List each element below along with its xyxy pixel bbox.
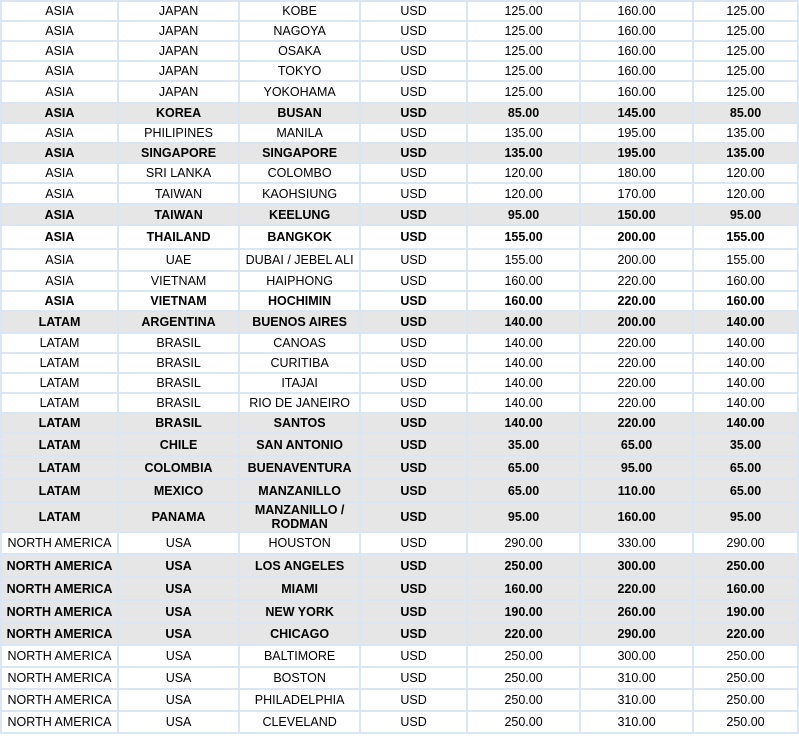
rate-2-cell: 300.00 [581,646,692,666]
rate-3-cell: 125.00 [694,2,797,20]
table-row [2,205,797,224]
country-cell: BRASIL [119,394,238,412]
table-row [2,354,797,372]
port-cell: RIO DE JANEIRO [240,394,359,412]
table-row [2,2,797,20]
rate-3-cell: 290.00 [694,533,797,553]
port-cell: NEW YORK [240,601,359,622]
rate-1-cell: 160.00 [468,272,579,290]
rate-3-cell: 250.00 [694,555,797,576]
country-cell: SINGAPORE [119,144,238,162]
rate-2-cell: 310.00 [581,690,692,710]
region-cell: NORTH AMERICA [2,624,117,644]
rate-2-cell: 330.00 [581,533,692,553]
country-cell: TAIWAN [119,205,238,224]
region-cell: ASIA [2,22,117,40]
port-cell: COLOMBO [240,164,359,182]
country-cell: TAIWAN [119,184,238,203]
rate-3-cell: 250.00 [694,646,797,666]
port-cell: BUENOS AIRES [240,312,359,332]
port-cell: BOSTON [240,668,359,688]
region-cell: NORTH AMERICA [2,601,117,622]
rate-3-cell: 95.00 [694,503,797,531]
currency-cell: USD [361,164,466,182]
rate-1-cell: 250.00 [468,690,579,710]
rate-2-cell: 160.00 [581,62,692,80]
rate-3-cell: 85.00 [694,104,797,122]
currency-cell: USD [361,226,466,248]
region-cell: ASIA [2,164,117,182]
region-cell: ASIA [2,82,117,102]
rate-1-cell: 140.00 [468,354,579,372]
rate-1-cell: 155.00 [468,250,579,270]
region-cell: LATAM [2,434,117,455]
rate-3-cell: 250.00 [694,712,797,732]
country-cell: USA [119,712,238,732]
currency-cell: USD [361,414,466,432]
table-row [2,62,797,80]
currency-cell: USD [361,124,466,142]
rate-2-cell: 145.00 [581,104,692,122]
rate-3-cell: 65.00 [694,480,797,501]
country-cell: UAE [119,250,238,270]
region-cell: ASIA [2,62,117,80]
rate-1-cell: 65.00 [468,480,579,501]
rate-1-cell: 125.00 [468,22,579,40]
currency-cell: USD [361,646,466,666]
region-cell: NORTH AMERICA [2,690,117,710]
region-cell: NORTH AMERICA [2,555,117,576]
country-cell: JAPAN [119,2,238,20]
table-row [2,312,797,332]
table-row [2,690,797,710]
rate-1-cell: 125.00 [468,42,579,60]
rate-2-cell: 220.00 [581,578,692,599]
currency-cell: USD [361,503,466,531]
country-cell: SRI LANKA [119,164,238,182]
rate-1-cell: 250.00 [468,555,579,576]
region-cell: ASIA [2,144,117,162]
country-cell: CHILE [119,434,238,455]
currency-cell: USD [361,457,466,478]
rate-2-cell: 220.00 [581,374,692,392]
port-cell: MANILA [240,124,359,142]
rate-2-cell: 290.00 [581,624,692,644]
rate-2-cell: 310.00 [581,668,692,688]
currency-cell: USD [361,601,466,622]
port-cell: BUSAN [240,104,359,122]
region-cell: NORTH AMERICA [2,712,117,732]
currency-cell: USD [361,144,466,162]
rate-1-cell: 135.00 [468,124,579,142]
currency-cell: USD [361,690,466,710]
currency-cell: USD [361,104,466,122]
rate-3-cell: 160.00 [694,578,797,599]
country-cell: BRASIL [119,374,238,392]
country-cell: USA [119,624,238,644]
table-row [2,104,797,122]
port-cell: HOCHIMIN [240,292,359,310]
country-cell: JAPAN [119,62,238,80]
region-cell: LATAM [2,354,117,372]
rate-1-cell: 190.00 [468,601,579,622]
rate-2-cell: 160.00 [581,82,692,102]
rate-2-cell: 195.00 [581,144,692,162]
rate-1-cell: 120.00 [468,164,579,182]
currency-cell: USD [361,555,466,576]
currency-cell: USD [361,480,466,501]
country-cell: USA [119,668,238,688]
rate-3-cell: 140.00 [694,374,797,392]
port-cell: YOKOHAMA [240,82,359,102]
rate-1-cell: 155.00 [468,226,579,248]
rate-1-cell: 250.00 [468,712,579,732]
rate-1-cell: 85.00 [468,104,579,122]
rate-3-cell: 140.00 [694,394,797,412]
port-cell: DUBAI / JEBEL ALI [240,250,359,270]
country-cell: VIETNAM [119,272,238,290]
currency-cell: USD [361,334,466,352]
currency-cell: USD [361,250,466,270]
rate-1-cell: 250.00 [468,646,579,666]
region-cell: ASIA [2,250,117,270]
currency-cell: USD [361,434,466,455]
port-cell: KAOHSIUNG [240,184,359,203]
rate-1-cell: 125.00 [468,62,579,80]
rate-1-cell: 135.00 [468,144,579,162]
port-cell: ITAJAI [240,374,359,392]
table-row [2,503,797,531]
rate-1-cell: 160.00 [468,578,579,599]
table-row [2,434,797,455]
table-row [2,272,797,290]
country-cell: KOREA [119,104,238,122]
currency-cell: USD [361,394,466,412]
port-cell: TOKYO [240,62,359,80]
port-cell: KEELUNG [240,205,359,224]
currency-cell: USD [361,354,466,372]
table-row [2,250,797,270]
rate-2-cell: 220.00 [581,414,692,432]
region-cell: ASIA [2,124,117,142]
country-cell: BRASIL [119,354,238,372]
rate-1-cell: 95.00 [468,503,579,531]
rate-3-cell: 140.00 [694,414,797,432]
rate-2-cell: 260.00 [581,601,692,622]
table-row [2,533,797,553]
port-cell: CANOAS [240,334,359,352]
currency-cell: USD [361,624,466,644]
port-cell: SANTOS [240,414,359,432]
rate-2-cell: 220.00 [581,334,692,352]
rate-2-cell: 170.00 [581,184,692,203]
country-cell: BRASIL [119,334,238,352]
port-cell: PHILADELPHIA [240,690,359,710]
rate-2-cell: 160.00 [581,503,692,531]
currency-cell: USD [361,668,466,688]
currency-cell: USD [361,62,466,80]
port-cell: BUENAVENTURA [240,457,359,478]
port-cell: OSAKA [240,42,359,60]
currency-cell: USD [361,82,466,102]
rate-2-cell: 110.00 [581,480,692,501]
rate-3-cell: 125.00 [694,82,797,102]
region-cell: ASIA [2,42,117,60]
rate-3-cell: 160.00 [694,272,797,290]
country-cell: MEXICO [119,480,238,501]
region-cell: ASIA [2,104,117,122]
rate-3-cell: 190.00 [694,601,797,622]
country-cell: USA [119,578,238,599]
region-cell: ASIA [2,292,117,310]
rate-3-cell: 35.00 [694,434,797,455]
port-cell: HAIPHONG [240,272,359,290]
region-cell: NORTH AMERICA [2,646,117,666]
rate-3-cell: 155.00 [694,250,797,270]
port-cell: MIAMI [240,578,359,599]
currency-cell: USD [361,578,466,599]
table-row [2,646,797,666]
region-cell: ASIA [2,226,117,248]
rate-2-cell: 310.00 [581,712,692,732]
rate-3-cell: 250.00 [694,690,797,710]
country-cell: ARGENTINA [119,312,238,332]
table-row [2,334,797,352]
region-cell: LATAM [2,457,117,478]
port-cell: CLEVELAND [240,712,359,732]
table-row [2,144,797,162]
currency-cell: USD [361,292,466,310]
table-row [2,578,797,599]
rate-2-cell: 160.00 [581,22,692,40]
port-cell: NAGOYA [240,22,359,40]
country-cell: USA [119,601,238,622]
port-cell: BANGKOK [240,226,359,248]
rate-2-cell: 220.00 [581,292,692,310]
rate-3-cell: 125.00 [694,62,797,80]
currency-cell: USD [361,312,466,332]
table-row [2,374,797,392]
port-cell: SAN ANTONIO [240,434,359,455]
currency-cell: USD [361,374,466,392]
country-cell: JAPAN [119,82,238,102]
rate-2-cell: 150.00 [581,205,692,224]
rate-1-cell: 65.00 [468,457,579,478]
country-cell: PANAMA [119,503,238,531]
rate-1-cell: 140.00 [468,414,579,432]
rate-1-cell: 290.00 [468,533,579,553]
country-cell: PHILIPINES [119,124,238,142]
rate-3-cell: 250.00 [694,668,797,688]
port-cell: CHICAGO [240,624,359,644]
rate-2-cell: 220.00 [581,272,692,290]
rate-2-cell: 160.00 [581,2,692,20]
rate-3-cell: 140.00 [694,312,797,332]
country-cell: USA [119,690,238,710]
port-cell: MANZANILLO / RODMAN [240,503,359,531]
currency-cell: USD [361,42,466,60]
country-cell: USA [119,646,238,666]
rate-1-cell: 160.00 [468,292,579,310]
port-cell: CURITIBA [240,354,359,372]
currency-cell: USD [361,184,466,203]
rate-1-cell: 140.00 [468,334,579,352]
port-cell: MANZANILLO [240,480,359,501]
country-cell: USA [119,533,238,553]
region-cell: LATAM [2,312,117,332]
rate-3-cell: 120.00 [694,164,797,182]
rate-1-cell: 95.00 [468,205,579,224]
region-cell: LATAM [2,394,117,412]
table-row [2,184,797,203]
currency-cell: USD [361,205,466,224]
region-cell: LATAM [2,374,117,392]
rate-2-cell: 195.00 [581,124,692,142]
rate-2-cell: 200.00 [581,250,692,270]
table-row [2,42,797,60]
region-cell: LATAM [2,480,117,501]
region-cell: NORTH AMERICA [2,668,117,688]
rate-1-cell: 125.00 [468,2,579,20]
currency-cell: USD [361,533,466,553]
region-cell: LATAM [2,503,117,531]
region-cell: LATAM [2,334,117,352]
rate-2-cell: 220.00 [581,354,692,372]
table-row [2,292,797,310]
table-row [2,668,797,688]
rate-1-cell: 125.00 [468,82,579,102]
currency-cell: USD [361,712,466,732]
table-row [2,414,797,432]
rate-1-cell: 140.00 [468,374,579,392]
port-cell: HOUSTON [240,533,359,553]
country-cell: THAILAND [119,226,238,248]
rate-3-cell: 65.00 [694,457,797,478]
rate-1-cell: 35.00 [468,434,579,455]
rate-2-cell: 300.00 [581,555,692,576]
rate-1-cell: 140.00 [468,312,579,332]
table-row [2,601,797,622]
table-row [2,457,797,478]
region-cell: ASIA [2,205,117,224]
rate-table-body [2,2,797,732]
country-cell: JAPAN [119,22,238,40]
currency-cell: USD [361,2,466,20]
rate-2-cell: 200.00 [581,226,692,248]
rate-2-cell: 180.00 [581,164,692,182]
rate-3-cell: 135.00 [694,144,797,162]
rate-3-cell: 140.00 [694,354,797,372]
rate-1-cell: 250.00 [468,668,579,688]
rate-3-cell: 125.00 [694,42,797,60]
country-cell: JAPAN [119,42,238,60]
region-cell: NORTH AMERICA [2,533,117,553]
port-cell: LOS ANGELES [240,555,359,576]
rate-1-cell: 220.00 [468,624,579,644]
rate-3-cell: 220.00 [694,624,797,644]
table-row [2,624,797,644]
table-row [2,555,797,576]
table-row [2,394,797,412]
rate-2-cell: 65.00 [581,434,692,455]
table-row [2,712,797,732]
rate-3-cell: 140.00 [694,334,797,352]
rate-2-cell: 160.00 [581,42,692,60]
rate-3-cell: 120.00 [694,184,797,203]
currency-cell: USD [361,22,466,40]
table-row [2,480,797,501]
country-cell: USA [119,555,238,576]
region-cell: ASIA [2,184,117,203]
rate-1-cell: 140.00 [468,394,579,412]
rate-2-cell: 200.00 [581,312,692,332]
rate-3-cell: 95.00 [694,205,797,224]
table-row [2,226,797,248]
rate-2-cell: 95.00 [581,457,692,478]
rate-3-cell: 155.00 [694,226,797,248]
rate-3-cell: 160.00 [694,292,797,310]
table-row [2,124,797,142]
rate-3-cell: 125.00 [694,22,797,40]
region-cell: ASIA [2,2,117,20]
port-cell: BALTIMORE [240,646,359,666]
region-cell: NORTH AMERICA [2,578,117,599]
country-cell: BRASIL [119,414,238,432]
table-row [2,164,797,182]
region-cell: ASIA [2,272,117,290]
port-cell: KOBE [240,2,359,20]
rate-2-cell: 220.00 [581,394,692,412]
port-cell: SINGAPORE [240,144,359,162]
country-cell: VIETNAM [119,292,238,310]
table-row [2,82,797,102]
table-row [2,22,797,40]
currency-cell: USD [361,272,466,290]
rate-3-cell: 135.00 [694,124,797,142]
rate-1-cell: 120.00 [468,184,579,203]
region-cell: LATAM [2,414,117,432]
country-cell: COLOMBIA [119,457,238,478]
